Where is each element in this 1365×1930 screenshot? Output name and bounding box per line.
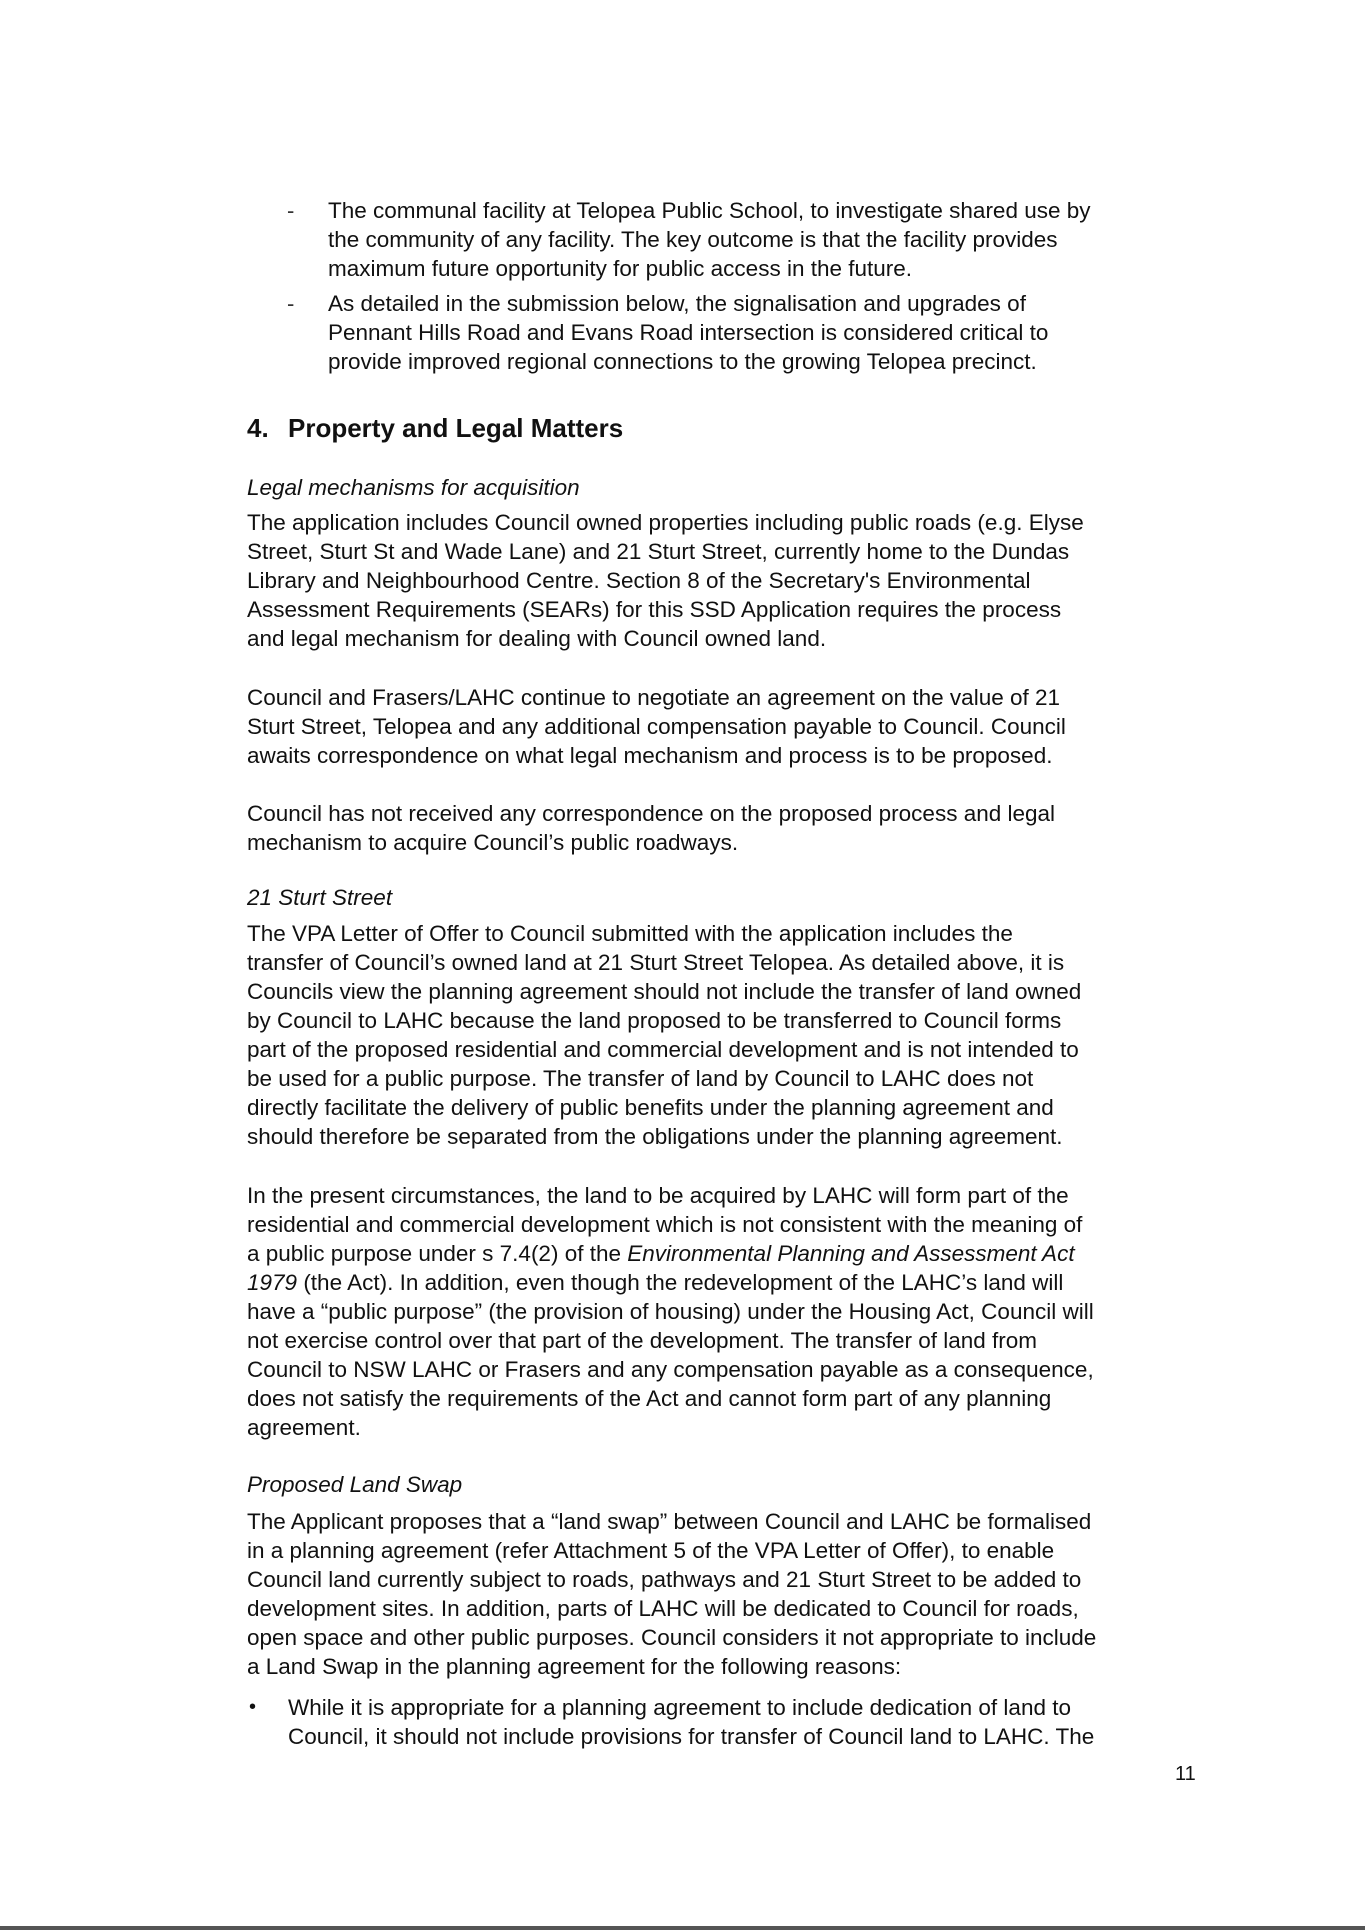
sturt-p1-line-6: be used for a public purpose. The transfer of land by Council to LAHC does not: [247, 1066, 1034, 1091]
subheading-21-sturt-street: 21 Sturt Street: [247, 885, 393, 910]
section-title: Property and Legal Matters: [288, 413, 624, 443]
page-number: 11: [1175, 1763, 1196, 1785]
act-year-italic: 1979: [247, 1270, 298, 1295]
sturt-p1-line-7: directly facilitate the delivery of public benefits under the planning agreement and: [247, 1095, 1054, 1120]
legal-p2-line-3: awaits correspondence on what legal mechanism and process is to be proposed.: [247, 743, 1053, 768]
sturt-p1-line-4: by Council to LAHC because the land proposed to be transferred to Council forms: [247, 1008, 1062, 1033]
sturt-p2-line-4-text: (the Act). In addition, even though the redevelopment of the LAHC’s land will: [297, 1270, 1064, 1295]
swap-bullet-line-1: While it is appropriate for a planning agreement to include dedication of land to: [288, 1695, 1071, 1720]
dash-item-2-line-2: Pennant Hills Road and Evans Road intersection is considered critical to: [328, 320, 1049, 345]
sturt-p2-line-3-text: a public purpose under s 7.4(2) of the: [247, 1241, 628, 1266]
subheading-proposed-land-swap: Proposed Land Swap: [247, 1472, 463, 1497]
legal-p1-line-5: and legal mechanism for dealing with Council owned land.: [247, 626, 827, 651]
sturt-p1-line-5: part of the proposed residential and commercial development and is not intended to: [247, 1037, 1079, 1062]
swap-p1-line-5: open space and other public purposes. Council considers it not appropriate to include: [247, 1625, 1097, 1650]
legal-p1-line-1: The application includes Council owned properties including public roads (e.g. Elyse: [247, 510, 1084, 535]
sturt-p2-line-2: residential and commercial development which is not consistent with the meaning of: [247, 1212, 1083, 1237]
act-title-italic: Environmental Planning and Assessment Act: [627, 1241, 1075, 1266]
swap-p1-line-1: The Applicant proposes that a “land swap” between Council and LAHC be formalised: [247, 1509, 1092, 1534]
sturt-p2-line-5: have a “public purpose” (the provision of housing) under the Housing Act, Council will: [247, 1299, 1094, 1324]
legal-p1-line-3: Library and Neighbourhood Centre. Section 8 of the Secretary's Environmental: [247, 568, 1031, 593]
legal-p1-line-2: Street, Sturt St and Wade Lane) and 21 Sturt Street, currently home to the Dundas: [247, 539, 1070, 564]
subheading-legal-mechanisms: Legal mechanisms for acquisition: [247, 475, 580, 500]
dash-item-1-line-3: maximum future opportunity for public access in the future.: [328, 256, 913, 281]
legal-p2-line-1: Council and Frasers/LAHC continue to negotiate an agreement on the value of 21: [247, 685, 1061, 710]
bottom-edge-rule: [0, 1926, 1365, 1930]
dash-item-1-line-1: The communal facility at Telopea Public School, to investigate shared use by: [328, 198, 1091, 223]
sturt-p2-line-3: [247, 1239, 1075, 1268]
sturt-p2-line-8: does not satisfy the requirements of the Act and cannot form part of any planning: [247, 1386, 1052, 1411]
sturt-p1-line-8: should therefore be separated from the obligations under the planning agreement.: [247, 1124, 1063, 1149]
section-number: 4.: [247, 413, 269, 443]
dash-item-1-line-2: the community of any facility. The key outcome is that the facility provides: [328, 227, 1058, 252]
dash-item-2-line-3: provide improved regional connections to the growing Telopea precinct.: [328, 349, 1037, 374]
sturt-p2-line-7: Council to NSW LAHC or Frasers and any compensation payable as a consequence,: [247, 1357, 1094, 1382]
swap-p1-line-3: Council land currently subject to roads, pathways and 21 Sturt Street to be added to: [247, 1567, 1082, 1592]
sturt-p1-line-2: transfer of Council’s owned land at 21 Sturt Street Telopea. As detailed above, it is: [247, 950, 1065, 975]
sturt-p1-line-1: The VPA Letter of Offer to Council submitted with the application includes the: [247, 921, 1013, 946]
swap-p1-line-2: in a planning agreement (refer Attachment 5 of the VPA Letter of Offer), to enable: [247, 1538, 1055, 1563]
legal-p2-line-2: Sturt Street, Telopea and any additional compensation payable to Council. Council: [247, 714, 1066, 739]
legal-p1-line-4: Assessment Requirements (SEARs) for this SSD Application requires the process: [247, 597, 1062, 622]
swap-p1-line-4: development sites. In addition, parts of LAHC will be dedicated to Council for roads,: [247, 1596, 1079, 1621]
swap-bullet-line-2: Council, it should not include provisions for transfer of Council land to LAHC. The: [288, 1724, 1095, 1749]
legal-p3-line-1: Council has not received any correspondence on the proposed process and legal: [247, 801, 1056, 826]
legal-p3-line-2: mechanism to acquire Council’s public roadways.: [247, 830, 739, 855]
dash-item-2-line-1: As detailed in the submission below, the signalisation and upgrades of: [328, 291, 1026, 316]
sturt-p1-line-3: Councils view the planning agreement should not include the transfer of land owned: [247, 979, 1082, 1004]
sturt-p2-line-4: [247, 1268, 1063, 1297]
sturt-p2-line-9: agreement.: [247, 1415, 361, 1440]
bullet-marker: •: [249, 1696, 257, 1718]
dash-marker: -: [287, 291, 295, 316]
swap-p1-line-6: a Land Swap in the planning agreement for the following reasons:: [247, 1654, 902, 1679]
sturt-p2-line-6: not exercise control over that part of the development. The transfer of land from: [247, 1328, 1038, 1353]
sturt-p2-line-1: In the present circumstances, the land to be acquired by LAHC will form part of the: [247, 1183, 1069, 1208]
dash-marker: -: [287, 198, 295, 223]
